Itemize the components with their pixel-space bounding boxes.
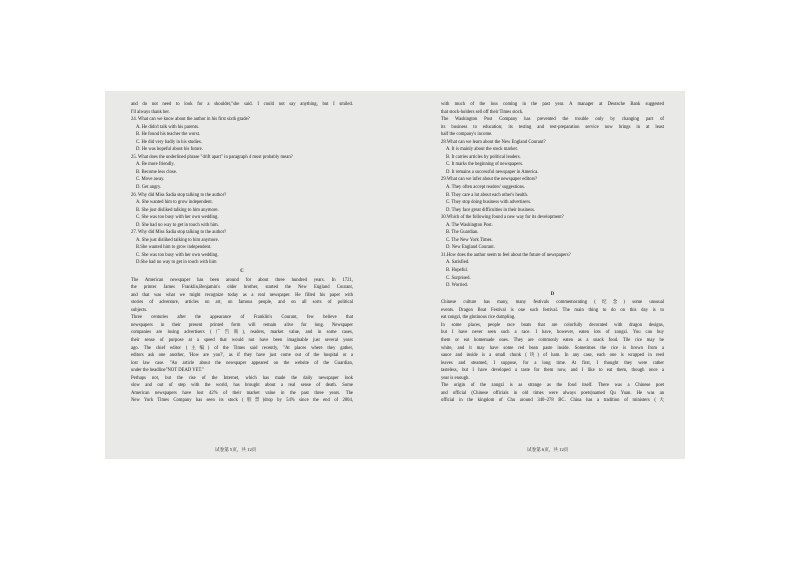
answer-option: C. The New York Times.: [446, 237, 493, 243]
answer-option: D. They face great difficulties in their business.: [446, 207, 535, 213]
answer-option: C. Surprised.: [446, 275, 471, 281]
text-line: leaves and steamed, I suppose, for a long time. At first, I thought they were rather: [441, 360, 664, 366]
text-line: 25. What does the underlined phrase "drift apart" in paragraph 4 most probably mean?: [131, 154, 293, 160]
answer-option: B. They care a lot about each other's health.: [446, 192, 528, 198]
text-line: and official (Chinese officials in old times were always poets)named Qu Yuan. He was an: [441, 390, 664, 396]
answer-option: A. Be more friendly.: [136, 162, 175, 168]
answer-option: A. They often accept readers' suggestions.: [446, 185, 525, 191]
text-line: eat zongzi, the glutinous rice dumpling.: [441, 315, 516, 321]
text-line: 24. What can we know about the author in his first sixth grade?: [131, 117, 250, 123]
text-line: Chinese culture has many, many festivals commemorating (纪念) some unusual: [441, 300, 664, 306]
section-heading: D: [550, 291, 555, 297]
text-line: year is enough.: [441, 375, 470, 381]
text-line: 29.What can we infer about the newspaper editors?: [441, 177, 538, 183]
answer-option: A. He didn't talk with his parents.: [136, 124, 200, 130]
right-page-footer: 试卷第 6页，共 12页: [527, 447, 569, 452]
text-line: their sense of purpose at a speed that would not have been imaginable just several years: [131, 337, 353, 343]
text-line: official in the kingdom of Chu around 340–278 BC. China has a tradition of ministers (大: [441, 398, 664, 404]
answer-option: B. It carries articles by political leaders.: [446, 154, 521, 160]
answer-option: B. He found his teacher the worst.: [136, 132, 201, 138]
answer-option: C. He did very badly in his studies.: [136, 139, 203, 145]
answer-option: D. Worried.: [446, 283, 469, 289]
left-page-text: [131, 101, 353, 405]
answer-option: B. Hopeful.: [446, 268, 469, 274]
answer-option: D. It remains a successful newspaper in America.: [446, 169, 539, 175]
text-line: The origin of the zongzi is as strange as the food itself. There was a Chinese poet: [441, 383, 664, 389]
answer-option: B. Become less close.: [136, 169, 178, 175]
text-line: 31.How does the author seem to feel about the future of newspapers?: [441, 252, 571, 258]
text-line: editors ask one another, 'How are you?', as if they have just come out of the hospital or a: [131, 353, 353, 359]
text-line: and that was what we might recognize today as a real newspaper. He filled his paper with: [131, 292, 353, 298]
answer-option: B.She wanted him to grow independent.: [136, 245, 212, 251]
left-page-footer: 试卷第 5页，共 12页: [215, 447, 257, 452]
text-line: Perhaps not, but the rise of the Internet, which has made the daily newspaper look: [131, 375, 353, 381]
text-line: In some places, people race boats that are colorfully decorated with dragon designs,: [441, 322, 664, 328]
answer-option: A. She wanted him to grow independent.: [136, 200, 213, 206]
text-line: sauce and inside is a small chunk (块) of ham. In any case, each one is wrapped in reed: [441, 353, 664, 359]
text-line: subjects.: [131, 307, 148, 313]
section-heading: C: [240, 269, 244, 275]
text-line: the printer James Franklin,Benjamin's older brother, started the New England Courant,: [131, 285, 353, 291]
answer-option: A. It is mainly about the stock market.: [446, 147, 518, 153]
answer-option: D.She had no way to get in touch with him: [136, 260, 217, 266]
text-line: white, and it may have some red bean paste inside. Sometimes the rice is brown from a: [441, 345, 664, 351]
answer-option: D. Get angry.: [136, 185, 162, 191]
answer-option: C. She was too busy with her own wedding.: [136, 215, 219, 221]
text-line: but I have never seen such a race. I have, however, eaten lots of zongzi. You can buy: [441, 330, 664, 336]
answer-option: D. She had no way to get in touch with him.: [136, 222, 219, 228]
text-line: with much of the loss coming in the past year. A manager at Deutsche Bank suggested: [441, 102, 664, 107]
text-line: newspapers in their present printed form will remain alive for long. Newspaper: [131, 322, 353, 328]
text-line: Three centuries after the appearance of Franklin's Courant, few believe that: [131, 315, 353, 321]
text-line: 30.Which of the following found a new way for its development?: [441, 215, 564, 221]
text-line: companies are losing advertisers (广告商), readers, market value, and in some cases,: [131, 330, 353, 336]
text-line: 26. Why did Miss Sadia stop talking to the author?: [131, 192, 227, 198]
text-line: and do not need to look for a shoulder,"she said. I could not say anything, but I smiled.: [131, 102, 353, 107]
text-line: that stock-holders sell off their Times stock.: [441, 109, 524, 115]
text-line: The American newspaper has been around for about three hundred years. In 1721,: [131, 277, 353, 283]
text-line: its business to education; its testing and test-preparation service now brings in at least: [441, 124, 664, 130]
answer-option: C. Move away.: [136, 177, 165, 183]
text-line: half the company's income.: [441, 132, 493, 138]
text-line: The Washington Post Company has prevented the trouble only by changing part of: [441, 117, 664, 123]
right-page-text: [441, 101, 664, 405]
text-line: lost law case. "An article about the newspaper appeared on the website of the Guardian,: [131, 360, 353, 366]
answer-option: C. She was too busy with her own wedding.: [136, 252, 219, 258]
text-line: I'll always thank her.: [131, 109, 170, 115]
answer-option: C. It marks the beginning of newspapers.: [446, 162, 524, 168]
answer-option: A. Satisfied.: [446, 260, 470, 266]
answer-option: A. She just disliked talking to him anymore.: [136, 237, 219, 243]
text-line: ago. The chief editor (主编) of the Times said recently, "At places where they gather,: [131, 345, 353, 351]
answer-option: D. New England Courant.: [446, 245, 495, 251]
answer-option: C. They stop doing business with advertisers.: [446, 200, 532, 206]
answer-option: A. The Washington Post.: [446, 222, 493, 228]
text-line: 28.What can we learn about the New England Courant?: [441, 139, 546, 145]
answer-option: B. The Guardian.: [446, 230, 479, 236]
text-line: New York Times Company has seen its stock (股票)drop by 54% since the end of 2004,: [131, 398, 353, 404]
text-line: events. Dragon Boat Festival is one such festival. The main thing to do on this day is to: [441, 307, 664, 313]
text-line: slow and out of step with the world, has brought about a real sense of death. Some: [131, 383, 353, 389]
text-line: 27. Why did Miss Sadia stop talking to the author?: [131, 230, 227, 236]
text-line: tasteless, but I have developed a taste for them now, and I like to eat them, though once a: [441, 368, 664, 374]
text-line: stories of adventure, articles on art, on famous people, and on all sorts of political: [131, 300, 353, 306]
answer-option: B. She just disliked talking to him anymore.: [136, 207, 219, 213]
text-line: them or eat homemade ones. They are commonly eaten as a snack food. Tile rice may be: [441, 337, 664, 343]
answer-option: D. He was hopeful about his future.: [136, 147, 203, 153]
text-line: under the headline"NOT DEAD YET.": [131, 368, 205, 374]
text-line: American newspapers have lost 42% of their market value in the past three years. The: [131, 390, 353, 396]
